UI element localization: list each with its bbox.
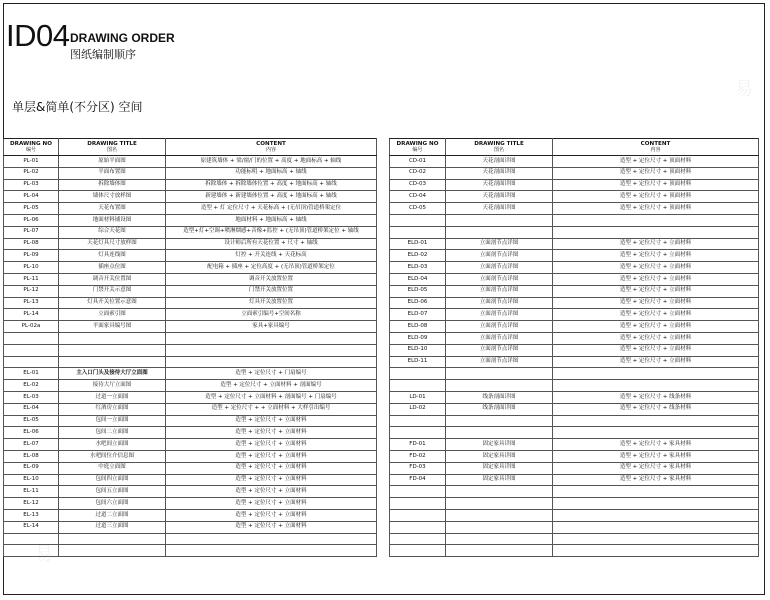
content-cell: 造型 + 定位尺寸 + 立面材料 + 剖面编号 + 门扇编号 <box>166 391 377 403</box>
table-row <box>4 250 377 262</box>
drawing-no-cell <box>390 427 446 439</box>
drawing-title-cell <box>446 545 553 557</box>
table-row <box>4 474 377 486</box>
content-cell: 造型 + 定位尺寸 + 立面材料 <box>166 415 377 427</box>
content-cell: 造型 + 定位尺寸 + 顶面材料 <box>553 167 759 179</box>
content-cell: 造型 + 定位尺寸 + 立面材料 <box>553 297 759 309</box>
table-row <box>4 439 377 451</box>
content-cell <box>553 380 759 392</box>
table-row <box>4 321 377 333</box>
drawing-no-cell <box>390 509 446 521</box>
drawing-no-cell: PL-08 <box>4 238 59 250</box>
content-cell: 造型 + 定位尺寸 + 家具材料 <box>553 450 759 462</box>
table-row <box>4 462 377 474</box>
content-cell: 造型 + 定位尺寸 + 立面材料 <box>553 356 759 368</box>
content-cell: 灯控 + 开关连线 + 天花标高 <box>166 250 377 262</box>
table-row <box>390 332 759 344</box>
content-cell <box>553 415 759 427</box>
table-row <box>4 167 377 179</box>
drawing-title-cell <box>446 214 553 226</box>
table-row <box>390 321 759 333</box>
drawing-no-cell: EL-10 <box>4 474 59 486</box>
table-row <box>4 368 377 380</box>
drawing-title-cell <box>59 545 166 557</box>
table-row <box>4 545 377 557</box>
header-drawing-title: DRAWING TITLE 图名 <box>59 139 166 156</box>
table-row <box>390 462 759 474</box>
drawing-no-cell: EL-05 <box>4 415 59 427</box>
drawing-title-cell: 线条剖面详图 <box>446 391 553 403</box>
content-cell: 造型 + 定位尺寸 + + 立面材料 + 大样引出编号 <box>166 403 377 415</box>
drawing-no-cell: PL-05 <box>4 203 59 215</box>
drawing-title-cell: 天花灯具尺寸放样图 <box>59 238 166 250</box>
table-row <box>4 415 377 427</box>
table-row <box>4 427 377 439</box>
drawing-no-cell: EL-04 <box>4 403 59 415</box>
content-cell <box>166 344 377 356</box>
drawing-no-cell: PL-12 <box>4 285 59 297</box>
table-row <box>390 285 759 297</box>
table-row <box>4 403 377 415</box>
table-row <box>390 486 759 498</box>
table-row <box>4 356 377 368</box>
drawing-no-cell <box>4 356 59 368</box>
content-cell: 造型 + 定位尺寸 + 立面材料 <box>166 486 377 498</box>
content-cell: 新建墙体 + 新建墙体位置 + 高度 + 地面标高 + 轴线 <box>166 191 377 203</box>
content-cell: 功能标明 + 地面标高 + 轴线 <box>166 167 377 179</box>
table-row <box>390 498 759 510</box>
drawing-title-cell <box>446 427 553 439</box>
content-cell: 原建筑墙体 + 梁/窗/门的位置 + 高度 + 地面标高 + 轴线 <box>166 156 377 168</box>
table-row <box>390 179 759 191</box>
title-chinese: 图纸编制顺序 <box>70 48 136 61</box>
content-cell <box>553 486 759 498</box>
table-row <box>4 391 377 403</box>
drawing-title-cell: 固定家具详图 <box>446 462 553 474</box>
drawing-no-cell: FD-03 <box>390 462 446 474</box>
table-header-row <box>4 139 377 156</box>
table-row <box>390 214 759 226</box>
content-cell <box>166 356 377 368</box>
drawing-no-cell <box>390 533 446 545</box>
table-row <box>390 191 759 203</box>
drawing-title-cell: 红酒房立面图 <box>59 403 166 415</box>
content-cell: 配电箱 + 插座 + 定位高度 + (无吊顶)管道桥架定位 <box>166 262 377 274</box>
table-header-row <box>390 139 759 156</box>
content-cell <box>553 368 759 380</box>
content-cell <box>166 545 377 557</box>
drawing-title-cell: 天花剖面详图 <box>446 167 553 179</box>
space-subtitle: 单层&简单(不分区) 空间 <box>12 100 143 114</box>
content-cell: 灯具开关放置位置 <box>166 297 377 309</box>
table-row <box>4 297 377 309</box>
content-cell: 造型 + 定位尺寸 + 顶面材料 <box>553 156 759 168</box>
content-cell: 造型 + 定位尺寸 + 立面材料 <box>553 262 759 274</box>
content-cell: 造型 + 定位尺寸 + 立面材料 <box>166 521 377 533</box>
drawing-no-cell: ELD-09 <box>390 332 446 344</box>
table-row <box>390 156 759 168</box>
table-row <box>390 391 759 403</box>
drawing-no-cell: PL-06 <box>4 214 59 226</box>
drawing-no-cell: PL-14 <box>4 309 59 321</box>
table-row <box>4 179 377 191</box>
drawing-no-cell <box>390 226 446 238</box>
drawing-title-cell: 立面剖节点详图 <box>446 285 553 297</box>
drawing-no-cell <box>390 545 446 557</box>
drawing-no-cell: FD-01 <box>390 439 446 451</box>
drawing-title-cell: 天花剖面详图 <box>446 191 553 203</box>
drawing-title-cell: 平面家具编号图 <box>59 321 166 333</box>
drawing-no-cell: CD-03 <box>390 179 446 191</box>
table-row <box>4 191 377 203</box>
drawing-no-cell: EL-07 <box>4 439 59 451</box>
drawing-title-cell: 综合天花图 <box>59 226 166 238</box>
table-row <box>4 226 377 238</box>
drawing-no-cell: ELD-04 <box>390 273 446 285</box>
drawing-no-cell <box>390 380 446 392</box>
content-cell: 造型 + 定位尺寸 + 顶面材料 <box>553 203 759 215</box>
table-row <box>4 332 377 344</box>
content-cell: 造型 + 定位尺寸 + 立面材料 <box>166 509 377 521</box>
drawing-title-cell: 固定家具详图 <box>446 474 553 486</box>
drawing-title-cell: 立面剖节点详图 <box>446 238 553 250</box>
drawing-no-cell <box>4 545 59 557</box>
table-row <box>4 214 377 226</box>
drawing-no-cell: ELD-10 <box>390 344 446 356</box>
drawing-title-cell: 主入口门头及接待大厅立面图 <box>59 368 166 380</box>
content-cell: 造型 + 定位尺寸 + 线条材料 <box>553 391 759 403</box>
drawing-no-cell: ELD-03 <box>390 262 446 274</box>
content-cell: 地面材料 + 地面标高 + 轴线 <box>166 214 377 226</box>
drawing-no-cell: FD-02 <box>390 450 446 462</box>
content-cell: 造型 + 定位尺寸 + 立面材料 <box>166 427 377 439</box>
content-cell: 造型 + 定位尺寸 + 线条材料 <box>553 403 759 415</box>
table-row <box>4 273 377 285</box>
drawing-title-cell: 调音开关位置图 <box>59 273 166 285</box>
drawing-no-cell: EL-14 <box>4 521 59 533</box>
content-cell <box>553 521 759 533</box>
drawing-title-cell: 包间四立面图 <box>59 474 166 486</box>
drawing-title-cell: 立面剖节点详图 <box>446 297 553 309</box>
header-drawing-no: DRAWING NO 编号 <box>4 139 59 156</box>
header-drawing-no: DRAWING NO 编号 <box>390 139 446 156</box>
drawing-title-cell: 插座点位图 <box>59 262 166 274</box>
table-row <box>4 380 377 392</box>
drawing-no-cell: EL-01 <box>4 368 59 380</box>
drawing-no-cell <box>390 214 446 226</box>
drawing-title-cell <box>446 368 553 380</box>
content-cell: 造型 + 定位尺寸 + 立面材料 <box>166 439 377 451</box>
drawing-no-cell: CD-04 <box>390 191 446 203</box>
table-row <box>390 344 759 356</box>
drawing-title-cell: 过道一立面图 <box>59 391 166 403</box>
content-cell <box>553 498 759 510</box>
content-cell <box>166 332 377 344</box>
drawing-no-cell: EL-13 <box>4 509 59 521</box>
content-cell: 门禁开关放置位置 <box>166 285 377 297</box>
drawing-no-cell: EL-03 <box>4 391 59 403</box>
content-cell: 造型 + 定位尺寸 + 顶面材料 <box>553 191 759 203</box>
drawing-title-cell: 天花剖面详图 <box>446 203 553 215</box>
content-cell: 造型 + 定位尺寸 + 顶面材料 <box>553 179 759 191</box>
table-row <box>4 203 377 215</box>
table-row <box>390 380 759 392</box>
drawing-title-cell: 墙体尺寸放样图 <box>59 191 166 203</box>
table-row <box>390 203 759 215</box>
drawing-no-cell: EL-08 <box>4 450 59 462</box>
left-drawing-table <box>3 138 377 557</box>
content-cell: 造型 + 定位尺寸 + 立面材料 <box>166 474 377 486</box>
drawing-title-cell: 包间六立面图 <box>59 498 166 510</box>
drawing-title-cell: 固定家具详图 <box>446 439 553 451</box>
table-row <box>390 439 759 451</box>
content-cell: 造型 + 定位尺寸 + 立面材料 <box>166 498 377 510</box>
table-row <box>390 297 759 309</box>
drawing-title-cell: 立面剖节点详图 <box>446 250 553 262</box>
drawing-title-cell: 灯具开关位置示意图 <box>59 297 166 309</box>
drawing-no-cell: PL-01 <box>4 156 59 168</box>
drawing-title-cell <box>446 498 553 510</box>
drawing-title-cell: 立面剖节点详图 <box>446 356 553 368</box>
drawing-title-cell <box>59 332 166 344</box>
drawing-no-cell <box>390 521 446 533</box>
drawing-title-cell: 水吧间位介信息图 <box>59 450 166 462</box>
content-cell: 造型 + 定位尺寸 + 家具材料 <box>553 474 759 486</box>
drawing-no-cell: LD-02 <box>390 403 446 415</box>
table-row <box>390 533 759 545</box>
content-cell <box>553 214 759 226</box>
drawing-title-cell: 固定家具详图 <box>446 450 553 462</box>
drawing-title-cell: 天花剖面详图 <box>446 156 553 168</box>
content-cell: 造型 + 定位尺寸 + 立面材料 <box>553 238 759 250</box>
drawing-no-cell: PL-04 <box>4 191 59 203</box>
drawing-title-cell <box>446 533 553 545</box>
drawing-title-cell: 中庭立面图 <box>59 462 166 474</box>
content-cell: 造型+灯+空调+喷淋烟感+音像+监控 + (无吊顶)管道桥架定位 + 轴线 <box>166 226 377 238</box>
content-cell: 造型 + 定位尺寸 + 立面材料 <box>553 332 759 344</box>
drawing-no-cell: ELD-06 <box>390 297 446 309</box>
drawing-title-cell: 平面布置图 <box>59 167 166 179</box>
content-cell: 造型 + 定位尺寸 + 立面材料 <box>166 450 377 462</box>
drawing-title-cell: 包间二立面图 <box>59 427 166 439</box>
table-row <box>4 533 377 545</box>
drawing-title-cell: 线条剖面详图 <box>446 403 553 415</box>
table-row <box>4 450 377 462</box>
drawing-title-cell: 水吧间立面图 <box>59 439 166 451</box>
drawing-title-cell: 立面剖节点详图 <box>446 262 553 274</box>
table-row <box>390 368 759 380</box>
drawing-title-cell <box>59 344 166 356</box>
table-row <box>4 344 377 356</box>
drawing-title-cell: 原始平面图 <box>59 156 166 168</box>
drawing-title-cell: 立面剖节点详图 <box>446 344 553 356</box>
header-content: CONTENT 内容 <box>553 139 759 156</box>
table-row <box>390 250 759 262</box>
drawing-no-cell <box>4 533 59 545</box>
drawing-no-cell <box>390 498 446 510</box>
drawing-no-cell: PL-09 <box>4 250 59 262</box>
drawing-no-cell: ELD-01 <box>390 238 446 250</box>
drawing-no-cell: PL-13 <box>4 297 59 309</box>
table-row <box>390 403 759 415</box>
drawing-no-cell: EL-12 <box>4 498 59 510</box>
right-drawing-table <box>389 138 759 557</box>
drawing-title-cell: 立面剖节点详图 <box>446 309 553 321</box>
content-cell: 造型 + 定位尺寸 + 立面材料 <box>553 273 759 285</box>
drawing-no-cell: CD-02 <box>390 167 446 179</box>
table-row <box>4 521 377 533</box>
drawing-title-cell <box>446 521 553 533</box>
drawing-no-cell <box>4 332 59 344</box>
content-cell <box>553 226 759 238</box>
table-row <box>390 545 759 557</box>
drawing-no-cell: ELD-08 <box>390 321 446 333</box>
drawing-no-cell: EL-11 <box>4 486 59 498</box>
drawing-title-cell <box>446 509 553 521</box>
table-row <box>390 226 759 238</box>
drawing-title-cell: 天花剖面详图 <box>446 179 553 191</box>
drawing-no-cell: PL-07 <box>4 226 59 238</box>
drawing-title-cell: 立面剖节点详图 <box>446 273 553 285</box>
drawing-no-cell: PL-11 <box>4 273 59 285</box>
content-cell: 立面索引编号+空间名称 <box>166 309 377 321</box>
table-row <box>390 474 759 486</box>
drawing-title-cell <box>446 226 553 238</box>
content-cell: 造型 + 定位尺寸 + 立面材料 <box>166 462 377 474</box>
drawing-title-cell: 立面剖节点详图 <box>446 321 553 333</box>
content-cell: 造型 + 定位尺寸 + 立面材料 <box>553 344 759 356</box>
table-row <box>390 450 759 462</box>
table-row <box>4 262 377 274</box>
table-row <box>4 309 377 321</box>
drawing-no-cell: FD-04 <box>390 474 446 486</box>
drawing-no-cell <box>390 368 446 380</box>
table-row <box>390 167 759 179</box>
left-table-body <box>4 156 377 557</box>
drawing-no-cell <box>390 486 446 498</box>
content-cell <box>553 545 759 557</box>
drawing-no-cell: PL-03 <box>4 179 59 191</box>
drawing-title-cell <box>446 415 553 427</box>
drawing-title-cell: 拆除墙体图 <box>59 179 166 191</box>
drawing-title-cell: 天花布置图 <box>59 203 166 215</box>
content-cell <box>166 533 377 545</box>
drawing-no-cell: CD-05 <box>390 203 446 215</box>
content-cell <box>553 509 759 521</box>
content-cell: 设计师后所有天花位置 + 尺寸 + 轴线 <box>166 238 377 250</box>
right-table-body <box>390 156 759 557</box>
drawing-no-cell: EL-06 <box>4 427 59 439</box>
content-cell <box>553 427 759 439</box>
drawing-title-cell: 立面剖节点详图 <box>446 332 553 344</box>
drawing-title-cell <box>59 356 166 368</box>
drawing-no-cell <box>4 344 59 356</box>
content-cell: 拆除墙体 + 拆除墙体位置 + 高度 + 地面标高 + 轴线 <box>166 179 377 191</box>
drawing-title-cell <box>446 486 553 498</box>
content-cell: 造型 + 定位尺寸 + 立面材料 + 剖面编号 <box>166 380 377 392</box>
drawing-title-cell: 包间五立面图 <box>59 486 166 498</box>
table-row <box>390 415 759 427</box>
content-cell <box>553 533 759 545</box>
drawing-no-cell: CD-01 <box>390 156 446 168</box>
drawing-title-cell: 立面索引图 <box>59 309 166 321</box>
drawing-no-cell: EL-02 <box>4 380 59 392</box>
table-row <box>390 356 759 368</box>
content-cell: 造型 + 定位尺寸 + 门扇编号 <box>166 368 377 380</box>
title-english: DRAWING ORDER <box>70 31 175 45</box>
content-cell: 造型 + 定位尺寸 + 立面材料 <box>553 250 759 262</box>
drawing-no-cell: LD-01 <box>390 391 446 403</box>
drawing-no-cell: PL-02 <box>4 167 59 179</box>
drawing-no-cell: ELD-07 <box>390 309 446 321</box>
drawing-title-cell: 过道三立面图 <box>59 521 166 533</box>
drawing-no-cell: ELD-05 <box>390 285 446 297</box>
header-drawing-title: DRAWING TITLE 图名 <box>446 139 553 156</box>
drawing-code: ID04 <box>6 18 70 53</box>
drawing-no-cell: PL-10 <box>4 262 59 274</box>
drawing-title-cell: 灯具连线图 <box>59 250 166 262</box>
content-cell: 造型 + 定位尺寸 + 家具材料 <box>553 462 759 474</box>
content-cell: 家具+家具编号 <box>166 321 377 333</box>
content-cell: 造型 + 定位尺寸 + 立面材料 <box>553 285 759 297</box>
table-row <box>390 262 759 274</box>
drawing-title-cell: 地面材料铺设图 <box>59 214 166 226</box>
drawing-title-cell: 接待大厅立面图 <box>59 380 166 392</box>
table-row <box>390 427 759 439</box>
content-cell: 造型 + 定位尺寸 + 立面材料 <box>553 321 759 333</box>
table-row <box>4 498 377 510</box>
table-row <box>4 486 377 498</box>
header-content: CONTENT 内容 <box>166 139 377 156</box>
table-row <box>390 273 759 285</box>
table-row <box>4 285 377 297</box>
table-row <box>390 509 759 521</box>
drawing-title-cell: 过道二立面图 <box>59 509 166 521</box>
drawing-title-cell <box>446 380 553 392</box>
table-row <box>390 238 759 250</box>
drawing-no-cell: ELD-02 <box>390 250 446 262</box>
table-row <box>4 509 377 521</box>
table-row <box>4 238 377 250</box>
table-row <box>390 309 759 321</box>
drawing-title-cell: 包间一立面图 <box>59 415 166 427</box>
drawing-no-cell <box>390 415 446 427</box>
drawing-no-cell: EL-09 <box>4 462 59 474</box>
table-row <box>390 521 759 533</box>
content-cell: 调音开关放置位置 <box>166 273 377 285</box>
drawing-no-cell: PL-02a <box>4 321 59 333</box>
content-cell: 造型 + 定位尺寸 + 家具材料 <box>553 439 759 451</box>
drawing-title-cell <box>59 533 166 545</box>
drawing-no-cell: ELD-11 <box>390 356 446 368</box>
drawing-title-cell: 门禁开关示意图 <box>59 285 166 297</box>
content-cell: 造型 + 定位尺寸 + 立面材料 <box>553 309 759 321</box>
table-row <box>4 156 377 168</box>
content-cell: 造型 + 灯 定位尺寸 + 天花标高 + (无吊顶)管道桥架定位 <box>166 203 377 215</box>
